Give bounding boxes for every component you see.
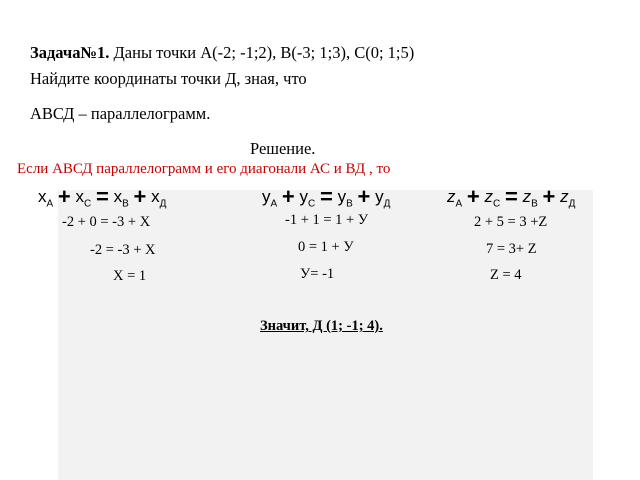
step-z-1: 2 + 5 = 3 +Z [474, 214, 548, 230]
step-x-2: -2 = -3 + Х [90, 242, 156, 258]
background-panel [58, 190, 593, 480]
formula-x: $x_А + x_С = x_В + x_Д$ [38, 184, 167, 210]
step-y-3: У= -1 [300, 266, 335, 282]
formula-y: $y_А + y_С = y_В + y_Д$ [262, 184, 391, 210]
step-x-1: -2 + 0 = -3 + Х [62, 214, 151, 230]
task-find: Найдите координаты точки Д, зная, что [30, 69, 307, 88]
step-z-2: 7 = 3+ Z [486, 241, 537, 257]
task-parallelogram: АВСД – параллелограмм. [30, 104, 211, 123]
step-z-3: Z = 4 [490, 267, 522, 283]
formula-z: $z_А + z_С = z_В + z_Д$ [447, 184, 576, 210]
task-statement [30, 43, 414, 63]
step-y-2: 0 = 1 + У [298, 239, 354, 255]
solution-heading: Решение. [250, 139, 316, 158]
step-x-3: Х = 1 [113, 268, 147, 284]
step-y-1: -1 + 1 = 1 + У [285, 212, 369, 228]
condition-text: Если АВСД параллелограмм и его диагонали АС и ВД , то [17, 161, 391, 177]
task-text: Даны точки А(-2; -1;2), В(-3; 1;3), С(0; 1;5) [109, 43, 415, 62]
answer-text: Значит, Д (1; -1; 4). [260, 318, 383, 334]
task-label: Задача№1. [30, 43, 110, 62]
